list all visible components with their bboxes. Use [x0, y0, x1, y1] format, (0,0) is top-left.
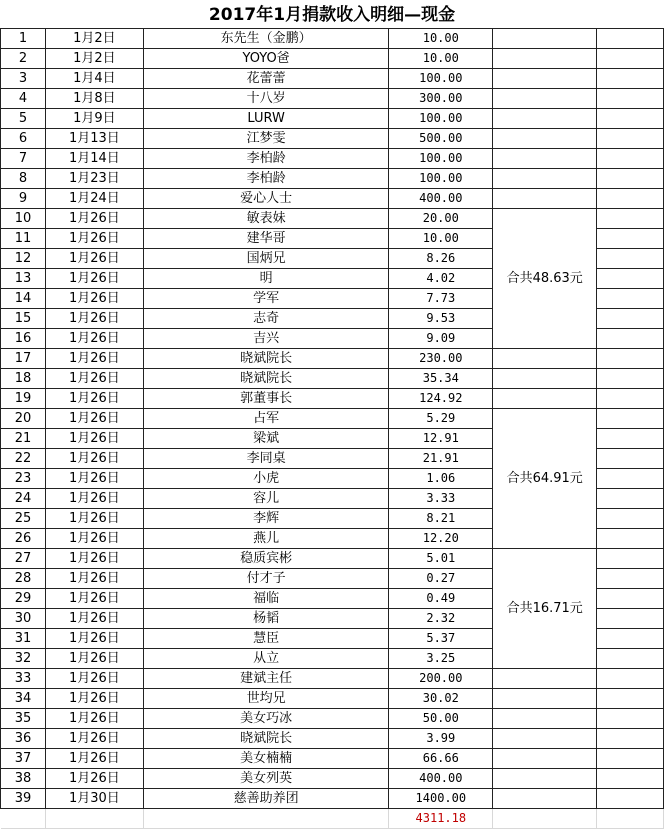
empty-cell[interactable]: [597, 369, 664, 389]
donor-name-cell[interactable]: 晓斌院长: [143, 729, 389, 749]
donor-name-cell[interactable]: 容儿: [143, 489, 389, 509]
row-number-cell[interactable]: 17: [1, 349, 46, 369]
row-number-cell[interactable]: 28: [1, 569, 46, 589]
empty-cell[interactable]: [143, 809, 389, 829]
table-row: [1, 729, 664, 749]
table-row: [1, 689, 664, 709]
empty-cell[interactable]: [493, 809, 597, 829]
row-number-cell[interactable]: 9: [1, 189, 46, 209]
empty-cell[interactable]: [597, 29, 664, 49]
amount-cell[interactable]: 3.25: [389, 649, 493, 669]
donor-name-cell[interactable]: 慈善助养团: [143, 789, 389, 809]
date-cell[interactable]: 1月13日: [45, 129, 143, 149]
donation-table: [0, 28, 664, 829]
amount-cell[interactable]: 100.00: [389, 149, 493, 169]
date-cell[interactable]: 1月26日: [45, 469, 143, 489]
amount-cell[interactable]: 8.26: [389, 249, 493, 269]
empty-cell[interactable]: [597, 309, 664, 329]
note-cell[interactable]: [493, 729, 597, 749]
note-cell[interactable]: [493, 709, 597, 729]
note-cell[interactable]: [493, 669, 597, 689]
date-cell[interactable]: 1月26日: [45, 289, 143, 309]
donor-name-cell[interactable]: 梁斌: [143, 429, 389, 449]
date-cell[interactable]: 1月2日: [45, 29, 143, 49]
empty-cell[interactable]: [597, 629, 664, 649]
row-number-cell[interactable]: 8: [1, 169, 46, 189]
donor-name-cell[interactable]: 建华哥: [143, 229, 389, 249]
empty-cell[interactable]: [597, 489, 664, 509]
date-cell[interactable]: 1月26日: [45, 489, 143, 509]
note-cell[interactable]: [493, 689, 597, 709]
date-cell[interactable]: 1月26日: [45, 769, 143, 789]
donor-name-cell[interactable]: 美女列英: [143, 769, 389, 789]
row-number-cell[interactable]: 3: [1, 69, 46, 89]
date-cell[interactable]: 1月26日: [45, 609, 143, 629]
donor-name-cell[interactable]: 国炳兄: [143, 249, 389, 269]
table-row: [1, 209, 664, 229]
amount-cell[interactable]: 1.06: [389, 469, 493, 489]
row-number-cell[interactable]: 6: [1, 129, 46, 149]
empty-cell[interactable]: [597, 209, 664, 229]
donor-name-cell[interactable]: 李柏龄: [143, 169, 389, 189]
note-cell[interactable]: [493, 109, 597, 129]
amount-cell[interactable]: 8.21: [389, 509, 493, 529]
row-number-cell[interactable]: 11: [1, 229, 46, 249]
amount-cell[interactable]: 20.00: [389, 209, 493, 229]
date-cell[interactable]: 1月26日: [45, 409, 143, 429]
donor-name-cell[interactable]: 美女楠楠: [143, 749, 389, 769]
empty-cell[interactable]: [597, 249, 664, 269]
table-row: [1, 129, 664, 149]
amount-cell[interactable]: 400.00: [389, 189, 493, 209]
empty-cell[interactable]: [597, 609, 664, 629]
empty-cell[interactable]: [597, 349, 664, 369]
donor-name-cell[interactable]: 稳质宾彬: [143, 549, 389, 569]
empty-cell[interactable]: [1, 809, 46, 829]
amount-cell[interactable]: 10.00: [389, 49, 493, 69]
donor-name-cell[interactable]: 学军: [143, 289, 389, 309]
row-number-cell[interactable]: 35: [1, 709, 46, 729]
amount-cell[interactable]: 200.00: [389, 669, 493, 689]
empty-cell[interactable]: [597, 709, 664, 729]
donor-name-cell[interactable]: 杨韬: [143, 609, 389, 629]
empty-cell[interactable]: [597, 469, 664, 489]
donor-name-cell[interactable]: 晓斌院长: [143, 369, 389, 389]
empty-cell[interactable]: [597, 729, 664, 749]
empty-cell[interactable]: [597, 109, 664, 129]
table-row: [1, 109, 664, 129]
row-number-cell[interactable]: 25: [1, 509, 46, 529]
empty-cell[interactable]: [597, 329, 664, 349]
empty-cell[interactable]: [597, 549, 664, 569]
row-number-cell[interactable]: 27: [1, 549, 46, 569]
table-row: [1, 169, 664, 189]
amount-cell[interactable]: 400.00: [389, 769, 493, 789]
date-cell[interactable]: 1月14日: [45, 149, 143, 169]
amount-cell[interactable]: 9.53: [389, 309, 493, 329]
date-cell[interactable]: 1月26日: [45, 629, 143, 649]
amount-cell[interactable]: 100.00: [389, 69, 493, 89]
date-cell[interactable]: 1月26日: [45, 689, 143, 709]
note-cell[interactable]: [493, 189, 597, 209]
date-cell[interactable]: 1月26日: [45, 449, 143, 469]
amount-cell[interactable]: 100.00: [389, 109, 493, 129]
group-subtotal-cell[interactable]: 合共64.91元: [493, 409, 597, 549]
total-row: [1, 809, 664, 829]
donor-name-cell[interactable]: 东先生（金鹏）: [143, 29, 389, 49]
donor-name-cell[interactable]: 付才子: [143, 569, 389, 589]
amount-cell[interactable]: 124.92: [389, 389, 493, 409]
amount-cell[interactable]: 2.32: [389, 609, 493, 629]
donor-name-cell[interactable]: 慧臣: [143, 629, 389, 649]
donor-name-cell[interactable]: 福临: [143, 589, 389, 609]
date-cell[interactable]: 1月26日: [45, 329, 143, 349]
empty-cell[interactable]: [597, 569, 664, 589]
empty-cell[interactable]: [597, 749, 664, 769]
table-row: [1, 409, 664, 429]
donor-name-cell[interactable]: 李同桌: [143, 449, 389, 469]
empty-cell[interactable]: [597, 229, 664, 249]
date-cell[interactable]: 1月26日: [45, 209, 143, 229]
row-number-cell[interactable]: 4: [1, 89, 46, 109]
empty-cell[interactable]: [597, 809, 664, 829]
table-row: [1, 369, 664, 389]
donor-name-cell[interactable]: LURW: [143, 109, 389, 129]
note-cell[interactable]: [493, 149, 597, 169]
donor-name-cell[interactable]: 江梦雯: [143, 129, 389, 149]
date-cell[interactable]: 1月26日: [45, 589, 143, 609]
empty-cell[interactable]: [597, 89, 664, 109]
amount-cell[interactable]: 100.00: [389, 169, 493, 189]
row-number-cell[interactable]: 15: [1, 309, 46, 329]
date-cell[interactable]: 1月26日: [45, 389, 143, 409]
donor-name-cell[interactable]: 燕儿: [143, 529, 389, 549]
note-cell[interactable]: [493, 49, 597, 69]
donor-name-cell[interactable]: 世均兄: [143, 689, 389, 709]
donor-name-cell[interactable]: 美女巧冰: [143, 709, 389, 729]
date-cell[interactable]: 1月26日: [45, 249, 143, 269]
donor-name-cell[interactable]: 李柏龄: [143, 149, 389, 169]
row-number-cell[interactable]: 20: [1, 409, 46, 429]
table-row: [1, 769, 664, 789]
note-cell[interactable]: [493, 29, 597, 49]
date-cell[interactable]: 1月26日: [45, 529, 143, 549]
note-cell[interactable]: [493, 749, 597, 769]
amount-cell[interactable]: 12.20: [389, 529, 493, 549]
row-number-cell[interactable]: 36: [1, 729, 46, 749]
date-cell[interactable]: 1月26日: [45, 509, 143, 529]
empty-cell[interactable]: [597, 269, 664, 289]
empty-cell[interactable]: [597, 669, 664, 689]
row-number-cell[interactable]: 33: [1, 669, 46, 689]
table-row: [1, 749, 664, 769]
table-row: [1, 389, 664, 409]
donor-name-cell[interactable]: 李辉: [143, 509, 389, 529]
amount-cell[interactable]: 0.27: [389, 569, 493, 589]
row-number-cell[interactable]: 14: [1, 289, 46, 309]
amount-cell[interactable]: 300.00: [389, 89, 493, 109]
note-cell[interactable]: [493, 129, 597, 149]
empty-cell[interactable]: [597, 169, 664, 189]
date-cell[interactable]: 1月26日: [45, 729, 143, 749]
donor-name-cell[interactable]: 爱心人士: [143, 189, 389, 209]
table-row: [1, 69, 664, 89]
table-row: [1, 549, 664, 569]
table-row: [1, 89, 664, 109]
row-number-cell[interactable]: 30: [1, 609, 46, 629]
note-cell[interactable]: [493, 169, 597, 189]
empty-cell[interactable]: [597, 149, 664, 169]
note-cell[interactable]: [493, 389, 597, 409]
empty-cell[interactable]: [597, 49, 664, 69]
note-cell[interactable]: [493, 69, 597, 89]
empty-cell[interactable]: [597, 189, 664, 209]
note-cell[interactable]: [493, 89, 597, 109]
amount-cell[interactable]: 10.00: [389, 229, 493, 249]
row-number-cell[interactable]: 1: [1, 29, 46, 49]
table-row: [1, 349, 664, 369]
row-number-cell[interactable]: 7: [1, 149, 46, 169]
empty-cell[interactable]: [597, 289, 664, 309]
donor-name-cell[interactable]: 从立: [143, 649, 389, 669]
empty-cell[interactable]: [597, 429, 664, 449]
donor-name-cell[interactable]: 志奇: [143, 309, 389, 329]
row-number-cell[interactable]: 39: [1, 789, 46, 809]
date-cell[interactable]: 1月26日: [45, 369, 143, 389]
empty-cell[interactable]: [597, 509, 664, 529]
amount-cell[interactable]: 7.73: [389, 289, 493, 309]
table-row: [1, 669, 664, 689]
empty-cell[interactable]: [597, 389, 664, 409]
amount-cell[interactable]: 1400.00: [389, 789, 493, 809]
row-number-cell[interactable]: 37: [1, 749, 46, 769]
amount-cell[interactable]: 500.00: [389, 129, 493, 149]
donor-name-cell[interactable]: 郭董事长: [143, 389, 389, 409]
amount-cell[interactable]: 50.00: [389, 709, 493, 729]
row-number-cell[interactable]: 19: [1, 389, 46, 409]
note-cell[interactable]: [493, 369, 597, 389]
date-cell[interactable]: 1月2日: [45, 49, 143, 69]
empty-cell[interactable]: [597, 449, 664, 469]
donor-name-cell[interactable]: 敏表妹: [143, 209, 389, 229]
amount-cell[interactable]: 3.99: [389, 729, 493, 749]
amount-cell[interactable]: 5.29: [389, 409, 493, 429]
donor-name-cell[interactable]: 明: [143, 269, 389, 289]
amount-cell[interactable]: 21.91: [389, 449, 493, 469]
note-cell[interactable]: [493, 769, 597, 789]
row-number-cell[interactable]: 23: [1, 469, 46, 489]
row-number-cell[interactable]: 5: [1, 109, 46, 129]
donor-name-cell[interactable]: 占军: [143, 409, 389, 429]
amount-cell[interactable]: 4.02: [389, 269, 493, 289]
donor-name-cell[interactable]: 建斌主任: [143, 669, 389, 689]
table-row: [1, 789, 664, 809]
date-cell[interactable]: 1月26日: [45, 269, 143, 289]
row-number-cell[interactable]: 2: [1, 49, 46, 69]
empty-cell[interactable]: [597, 769, 664, 789]
date-cell[interactable]: 1月26日: [45, 649, 143, 669]
row-number-cell[interactable]: 12: [1, 249, 46, 269]
donor-name-cell[interactable]: 晓斌院长: [143, 349, 389, 369]
amount-cell[interactable]: 3.33: [389, 489, 493, 509]
table-row: [1, 189, 664, 209]
group-subtotal-cell[interactable]: 合共16.71元: [493, 549, 597, 669]
table-row: [1, 29, 664, 49]
table-row: [1, 709, 664, 729]
amount-cell[interactable]: 10.00: [389, 29, 493, 49]
date-cell[interactable]: 1月26日: [45, 709, 143, 729]
date-cell[interactable]: 1月30日: [45, 789, 143, 809]
row-number-cell[interactable]: 22: [1, 449, 46, 469]
table-row: [1, 49, 664, 69]
row-number-cell[interactable]: 34: [1, 689, 46, 709]
note-cell[interactable]: [493, 349, 597, 369]
row-number-cell[interactable]: 24: [1, 489, 46, 509]
date-cell[interactable]: 1月26日: [45, 429, 143, 449]
date-cell[interactable]: 1月26日: [45, 349, 143, 369]
date-cell[interactable]: 1月4日: [45, 69, 143, 89]
row-number-cell[interactable]: 26: [1, 529, 46, 549]
group-subtotal-cell[interactable]: 合共48.63元: [493, 209, 597, 349]
date-cell[interactable]: 1月24日: [45, 189, 143, 209]
total-amount-cell[interactable]: 4311.18: [389, 809, 493, 829]
empty-cell[interactable]: [45, 809, 143, 829]
empty-cell[interactable]: [597, 409, 664, 429]
row-number-cell[interactable]: 13: [1, 269, 46, 289]
date-cell[interactable]: 1月9日: [45, 109, 143, 129]
date-cell[interactable]: 1月26日: [45, 309, 143, 329]
amount-cell[interactable]: 30.02: [389, 689, 493, 709]
empty-cell[interactable]: [597, 789, 664, 809]
empty-cell[interactable]: [597, 69, 664, 89]
donor-name-cell[interactable]: YOYO爸: [143, 49, 389, 69]
note-cell[interactable]: [493, 789, 597, 809]
amount-cell[interactable]: 66.66: [389, 749, 493, 769]
date-cell[interactable]: 1月26日: [45, 229, 143, 249]
date-cell[interactable]: 1月26日: [45, 669, 143, 689]
amount-cell[interactable]: 12.91: [389, 429, 493, 449]
amount-cell[interactable]: 9.09: [389, 329, 493, 349]
amount-cell[interactable]: 0.49: [389, 589, 493, 609]
empty-cell[interactable]: [597, 689, 664, 709]
row-number-cell[interactable]: 10: [1, 209, 46, 229]
row-number-cell[interactable]: 29: [1, 589, 46, 609]
amount-cell[interactable]: 5.01: [389, 549, 493, 569]
date-cell[interactable]: 1月26日: [45, 569, 143, 589]
row-number-cell[interactable]: 18: [1, 369, 46, 389]
donor-name-cell[interactable]: 十八岁: [143, 89, 389, 109]
row-number-cell[interactable]: 38: [1, 769, 46, 789]
sheet-title: 2017年1月捐款收入明细—现金: [208, 5, 456, 25]
date-cell[interactable]: 1月8日: [45, 89, 143, 109]
empty-cell[interactable]: [597, 529, 664, 549]
amount-cell[interactable]: 5.37: [389, 629, 493, 649]
amount-cell[interactable]: 230.00: [389, 349, 493, 369]
row-number-cell[interactable]: 32: [1, 649, 46, 669]
donor-name-cell[interactable]: 吉兴: [143, 329, 389, 349]
row-number-cell[interactable]: 31: [1, 629, 46, 649]
date-cell[interactable]: 1月26日: [45, 749, 143, 769]
row-number-cell[interactable]: 16: [1, 329, 46, 349]
empty-cell[interactable]: [597, 129, 664, 149]
donor-name-cell[interactable]: 小虎: [143, 469, 389, 489]
amount-cell[interactable]: 35.34: [389, 369, 493, 389]
empty-cell[interactable]: [597, 649, 664, 669]
empty-cell[interactable]: [597, 589, 664, 609]
date-cell[interactable]: 1月23日: [45, 169, 143, 189]
table-row: [1, 149, 664, 169]
date-cell[interactable]: 1月26日: [45, 549, 143, 569]
row-number-cell[interactable]: 21: [1, 429, 46, 449]
donor-name-cell[interactable]: 花蕾蕾: [143, 69, 389, 89]
